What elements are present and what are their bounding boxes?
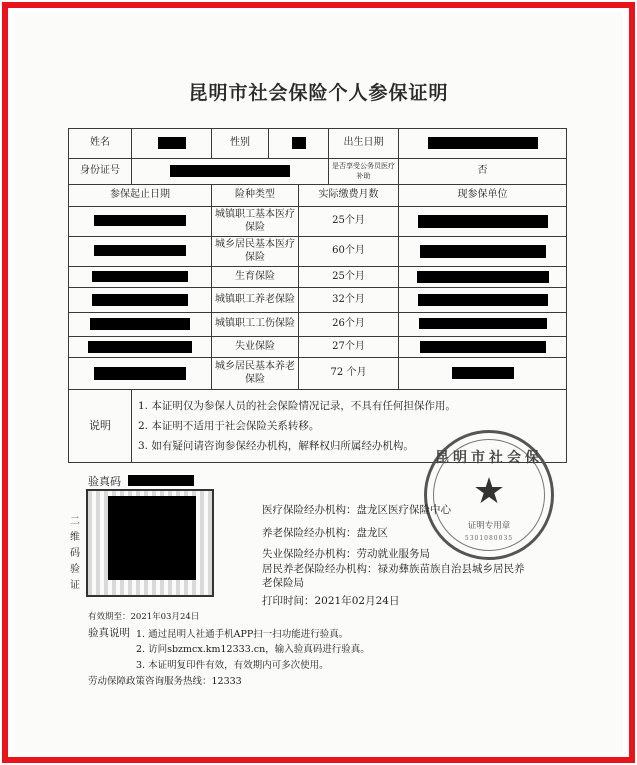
valid-until: 有效期至：2021年03月24日: [88, 612, 200, 622]
header-row: [69, 185, 567, 207]
pension-agency: 养老保险经办机构：盘龙区: [262, 527, 388, 539]
months-paid: 26个月: [299, 313, 399, 337]
insurance-type: 城镇职工工伤保险: [212, 313, 299, 337]
col-type: 险种类型: [212, 185, 299, 207]
note-item: 2. 本证明不适用于社会保险关系转移。: [138, 420, 320, 432]
insurance-table: [68, 128, 567, 463]
civil-servant-label: 是否享受公务员医疗补助: [329, 159, 399, 185]
redaction: [292, 137, 306, 149]
medical-agency: 医疗保险经办机构：盘龙区医疗保险中心: [262, 504, 451, 516]
note-item: 3. 如有疑问请咨询参保经办机构，解释权归所属经办机构。: [138, 440, 414, 452]
note-item: 1. 本证明仅为参保人员的社会保险情况记录，不具有任何担保作用。: [138, 400, 456, 412]
resident-pension-agency-cont: 老保险局: [262, 577, 304, 589]
insurance-type: 城乡居民基本养老保险: [212, 358, 299, 390]
seal-bottom-text: 证明专用章: [467, 521, 511, 531]
insurance-type: 失业保险: [212, 337, 299, 358]
gender-value: [269, 129, 329, 159]
redaction: [418, 215, 548, 228]
table-row: [69, 267, 567, 288]
notes-label: 说明: [69, 390, 132, 463]
seal-number: 5301080035: [464, 535, 514, 542]
redaction: [419, 318, 547, 329]
birth-label: 出生日期: [329, 129, 399, 159]
page-title: 昆明市社会保险个人参保证明: [188, 82, 449, 104]
insurance-type: 城乡居民基本医疗保险: [212, 237, 299, 267]
print-time: 打印时间：2021年02月24日: [262, 595, 400, 607]
months-paid: 27个月: [299, 337, 399, 358]
months-paid: 25个月: [299, 207, 399, 237]
name-value: [132, 129, 212, 159]
redaction: [417, 271, 549, 283]
qr-label: 二 维 码 验 证: [70, 516, 80, 591]
redaction: [420, 245, 546, 258]
redaction: [92, 294, 188, 306]
gender-label: 性别: [212, 129, 269, 159]
table-row: [69, 313, 567, 337]
verify-item: 3. 本证明复印件有效，有效期内可多次使用。: [136, 660, 329, 671]
seal-top-text: 昆明市社会保: [435, 450, 543, 466]
col-months: 实际缴费月数: [299, 185, 399, 207]
name-label: 姓名: [69, 129, 132, 159]
verify-code-label: 验真码: [88, 475, 121, 488]
months-paid: 25个月: [299, 267, 399, 288]
verify-item: 1. 通过昆明人社通手机APP扫一扫功能进行验真。: [136, 629, 349, 640]
redaction: [170, 165, 290, 177]
redaction: [428, 137, 538, 149]
hotline: 劳动保障政策咨询服务热线：12333: [88, 676, 242, 687]
redaction: [418, 294, 548, 306]
birth-value: [399, 129, 567, 159]
qr-redaction: [108, 496, 196, 580]
table-row: [69, 237, 567, 267]
info-row-1: [69, 129, 567, 159]
id-value: [132, 159, 329, 185]
id-label: 身份证号: [69, 159, 132, 185]
months-paid: 72 个月: [299, 358, 399, 390]
redaction: [94, 367, 186, 380]
table-row: [69, 358, 567, 390]
col-period: 参保起止日期: [69, 185, 212, 207]
verify-item: 2. 访问sbzmcx.km12333.cn，输入验真码进行验真。: [136, 644, 370, 655]
redaction: [452, 367, 514, 379]
insurance-type: 城镇职工基本医疗保险: [212, 207, 299, 237]
months-paid: 32个月: [299, 288, 399, 313]
redaction: [94, 245, 186, 256]
civil-servant-value: 否: [399, 159, 567, 185]
redaction: [88, 341, 192, 353]
months-paid: 60个月: [299, 237, 399, 267]
table-row: [69, 337, 567, 358]
resident-pension-agency: 居民养老保险经办机构：禄劝彝族苗族自治县城乡居民养: [262, 563, 525, 575]
info-row-2: [69, 159, 567, 185]
redaction: [94, 215, 186, 226]
table-row: [69, 288, 567, 313]
redaction: [420, 341, 546, 353]
insurance-type: 生育保险: [212, 267, 299, 288]
official-seal: [424, 430, 554, 560]
redaction: [92, 271, 188, 282]
star-icon: ★: [472, 471, 506, 512]
table-row: [69, 207, 567, 237]
insurance-type: 城镇职工养老保险: [212, 288, 299, 313]
unemployment-agency: 失业保险经办机构：劳动就业服务局: [262, 548, 430, 560]
verify-title: 验真说明: [88, 627, 130, 639]
redaction: [158, 137, 186, 149]
col-unit: 现参保单位: [399, 185, 567, 207]
verify-code-redaction: [128, 475, 194, 486]
redaction: [90, 318, 190, 330]
